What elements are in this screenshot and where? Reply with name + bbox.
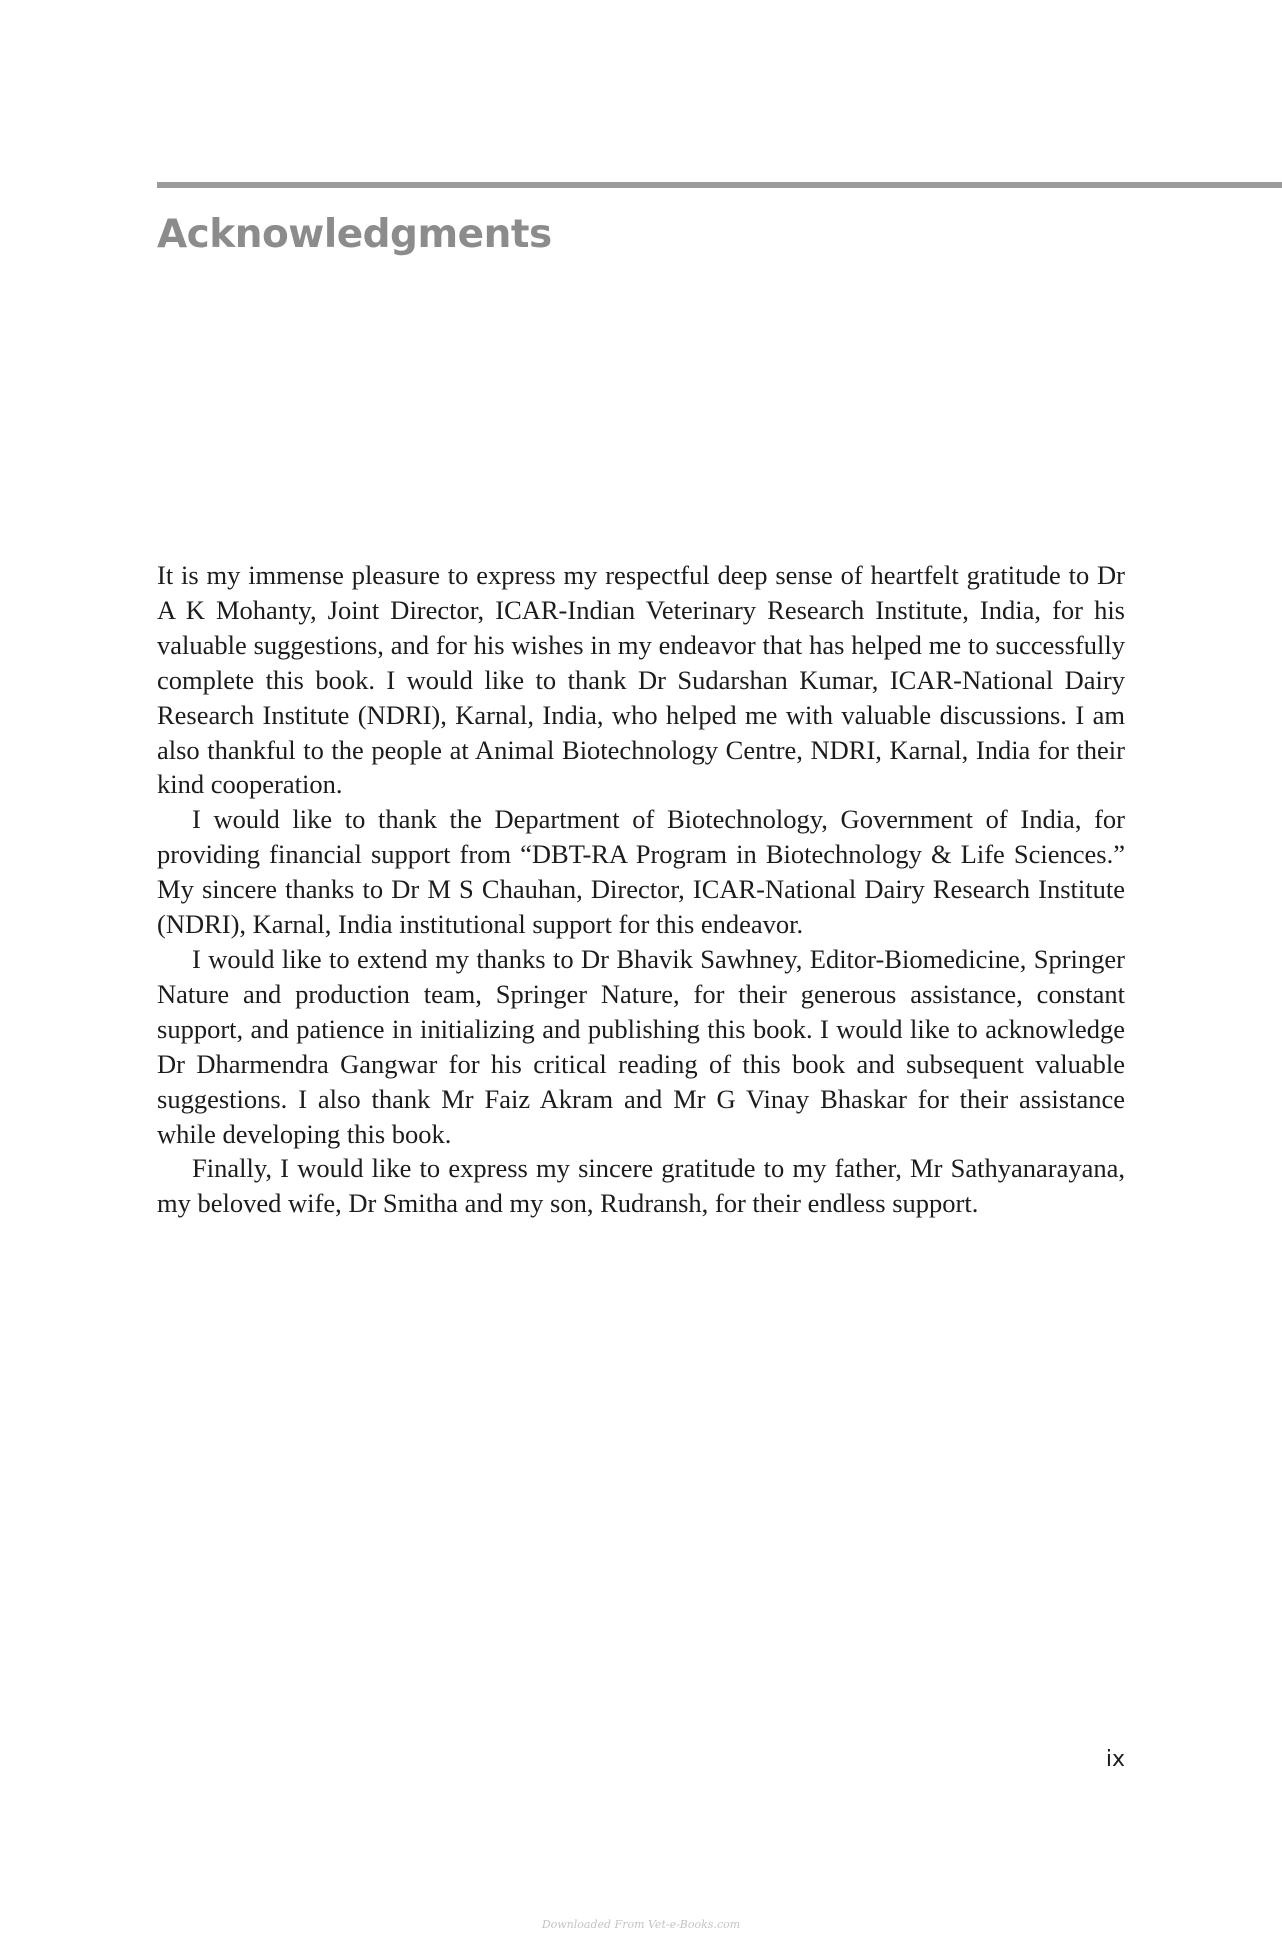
paragraph: Finally, I would like to express my sincere gratitude to my father, Mr Sathyanarayana, my beloved wife, Dr Smitha and my son, Rudransh, for their endless support. [157,1153,1125,1219]
paragraph: It is my immense pleasure to express my respectful deep sense of heartfelt gratitude to Dr A K Mohanty, Joint Director, ICAR-Indian Veterinary Research Institute, India, for his valuable suggestions, and for his wishes in my endeavor that has helped me to successfully complete this book. I would like to thank Dr Sudarshan Kumar, ICAR-National Dairy Research Institute (NDRI), Karnal, India, who helped me with valuable discussions. I am also thankful to the people at Animal Biotechnology Centre, NDRI, Karnal, India for their kind cooperation. [157,560,1125,800]
acknowledgments-body [157,558,1125,1221]
watermark: Downloaded From Vet-e-Books.com [541,1918,741,1931]
paragraph: I would like to thank the Department of Biotechnology, Government of India, for providing financial support from “DBT-RA Program in Biotechnology & Life Sciences.” My sincere thanks to Dr M S Chauhan, Director, ICAR-National Dairy Research Institute (NDRI), Karnal, India institutional support for this endeavor. [157,804,1125,940]
page-number: ix [1105,1747,1125,1772]
page-title: Acknowledgments [157,212,552,257]
paragraph: I would like to extend my thanks to Dr Bhavik Sawhney, Editor-Biomedicine, Springer Nature and production team, Springer Nature, for their generous assistance, constant support, and patience in initializing and publishing this book. I would like to acknowledge Dr Dharmendra Gangwar for his critical reading of this book and subsequent valuable suggestions. I also thank Mr Faiz Akram and Mr G Vinay Bhaskar for their assistance while developing this book. [157,943,1125,1149]
heading-rule [157,182,1282,188]
